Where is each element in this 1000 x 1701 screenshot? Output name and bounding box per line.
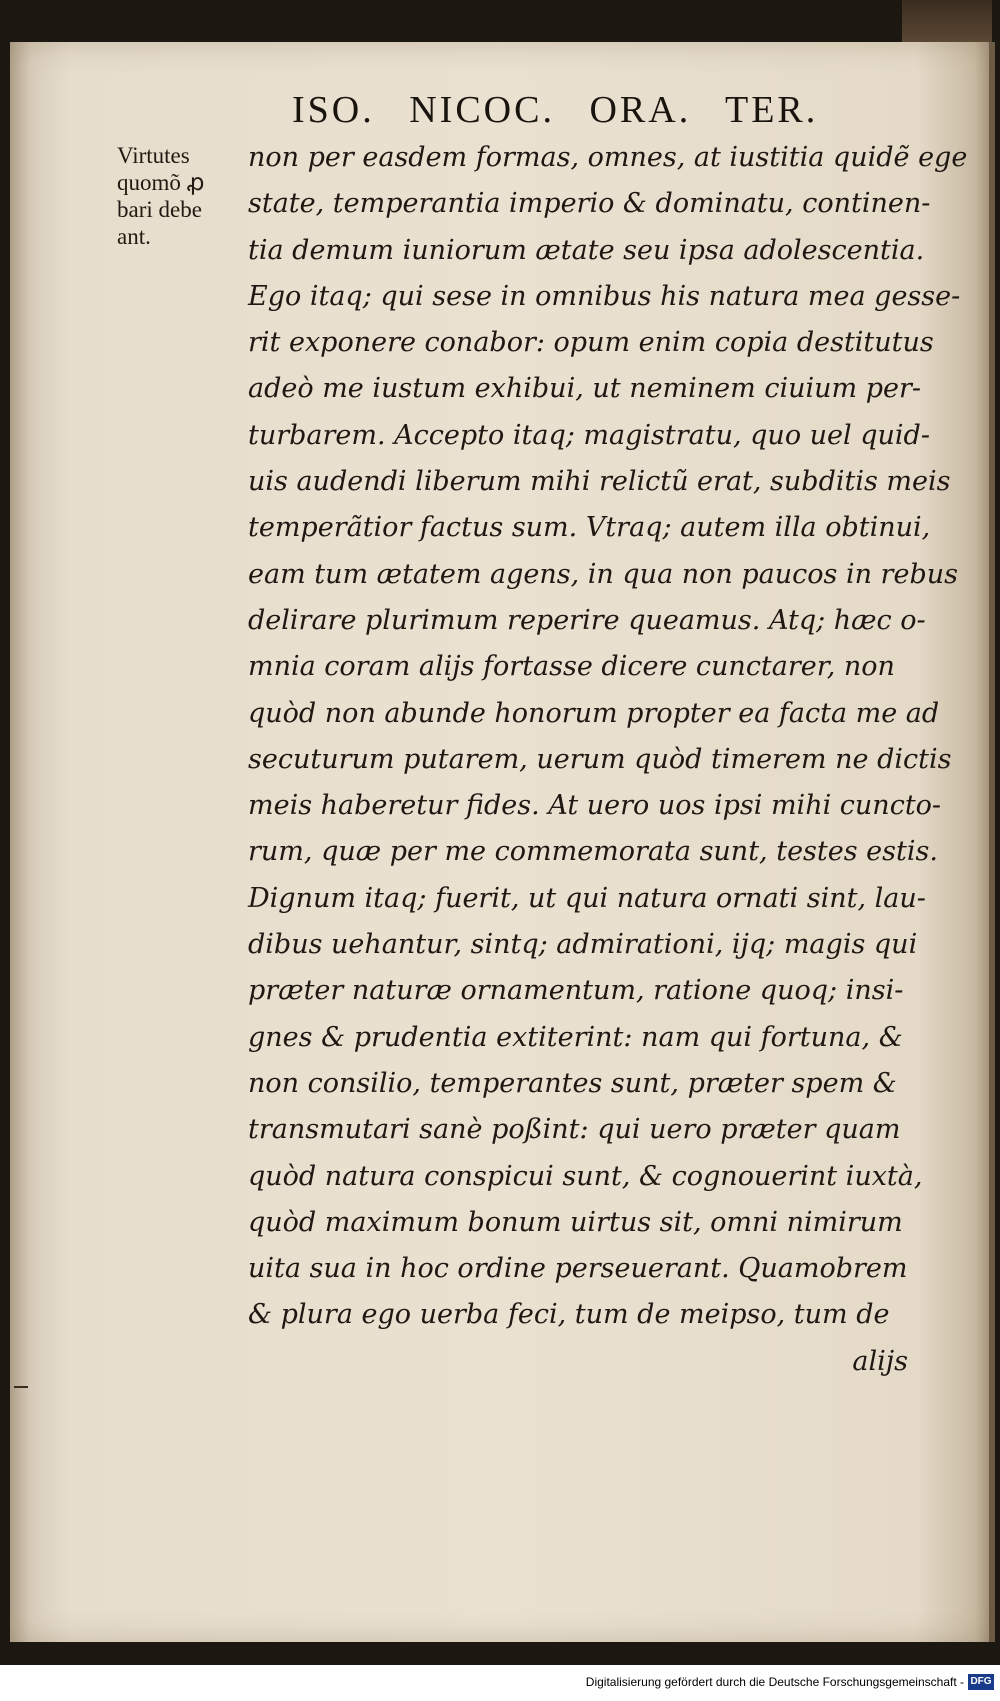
footer-bar xyxy=(0,1665,1000,1701)
text-line: rit exponere conabor: opum enim copia destitutus xyxy=(248,327,934,359)
text-line: non per easdem formas, omnes, at iustitia quidẽ ege xyxy=(248,142,968,173)
text-line: meis haberetur fides. At uero uos ipsi mihi cuncto- xyxy=(248,790,942,822)
text-line: adeò me iustum exhibui, ut neminem ciuium per- xyxy=(248,373,921,405)
book-binding-edge xyxy=(902,0,992,42)
text-line: secuturum putarem, uerum quòd timerem ne dictis xyxy=(248,743,952,775)
text-line: turbarem. Accepto itaq; magistratu, quo uel quid- xyxy=(248,419,930,451)
text-line: uis audendi liberum mihi relictũ erat, subditis meis xyxy=(248,466,951,498)
text-line: eam tum ætatem agens, in qua non paucos in rebus xyxy=(248,558,958,590)
marginal-note-line: bari debe xyxy=(117,197,202,222)
body-text xyxy=(248,135,968,1385)
text-line: præter naturæ ornamentum, ratione quoq; insi- xyxy=(248,975,904,1007)
marginal-note-line: Virtutes xyxy=(117,143,190,168)
text-line: Dignum itaq; fuerit, ut qui natura ornati sint, lau- xyxy=(248,882,926,914)
text-line: temperãtior factus sum. Vtraq; autem illa obtinui, xyxy=(248,512,931,544)
marginal-note-line: ant. xyxy=(117,224,151,249)
text-line: dibus uehantur, sintq; admirationi, ijq; magis qui xyxy=(248,929,918,961)
catchword: alijs xyxy=(852,1345,908,1377)
text-line: gnes & prudentia extiterint: nam qui fortuna, & xyxy=(248,1021,903,1053)
marginal-note-line: quomõ ꝓ xyxy=(117,170,205,195)
funding-credit: Digitalisierung gefördert durch die Deutsche Forschungsgemeinschaft - xyxy=(585,1675,964,1689)
running-header: ISO. NICOC. ORA. TER. xyxy=(292,89,819,131)
text-line: quòd natura conspicui sunt, & cognouerint iuxtà, xyxy=(248,1160,923,1192)
text-line: & plura ego uerba feci, tum de meipso, tum de xyxy=(248,1299,890,1331)
margin-mark xyxy=(14,1386,28,1388)
text-line: quòd maximum bonum uirtus sit, omni nimirum xyxy=(248,1206,903,1238)
text-line: Ego itaq; qui sese in omnibus his natura mea gesse- xyxy=(248,280,961,312)
text-line: mnia coram alijs fortasse dicere cunctarer, non xyxy=(248,651,895,683)
marginal-note xyxy=(117,142,247,250)
text-line: delirare plurimum reperire queamus. Atq; hæc o- xyxy=(248,604,926,636)
text-line: non consilio, temperantes sunt, præter spem & xyxy=(248,1067,897,1099)
text-line: rum, quæ per me commemorata sunt, testes estis. xyxy=(248,836,938,868)
text-line: transmutari sanè poßint: qui uero præter quam xyxy=(248,1114,901,1146)
text-line: uita sua in hoc ordine perseuerant. Quamobrem xyxy=(248,1253,908,1285)
text-line: state, temperantia imperio & dominatu, continen- xyxy=(248,188,931,220)
text-line: quòd non abunde honorum propter ea facta me ad xyxy=(248,697,940,729)
dfg-logo: DFG xyxy=(968,1674,994,1690)
page-edge xyxy=(989,42,995,1642)
text-line: tia demum iuniorum ætate seu ipsa adolescentia. xyxy=(248,234,925,266)
